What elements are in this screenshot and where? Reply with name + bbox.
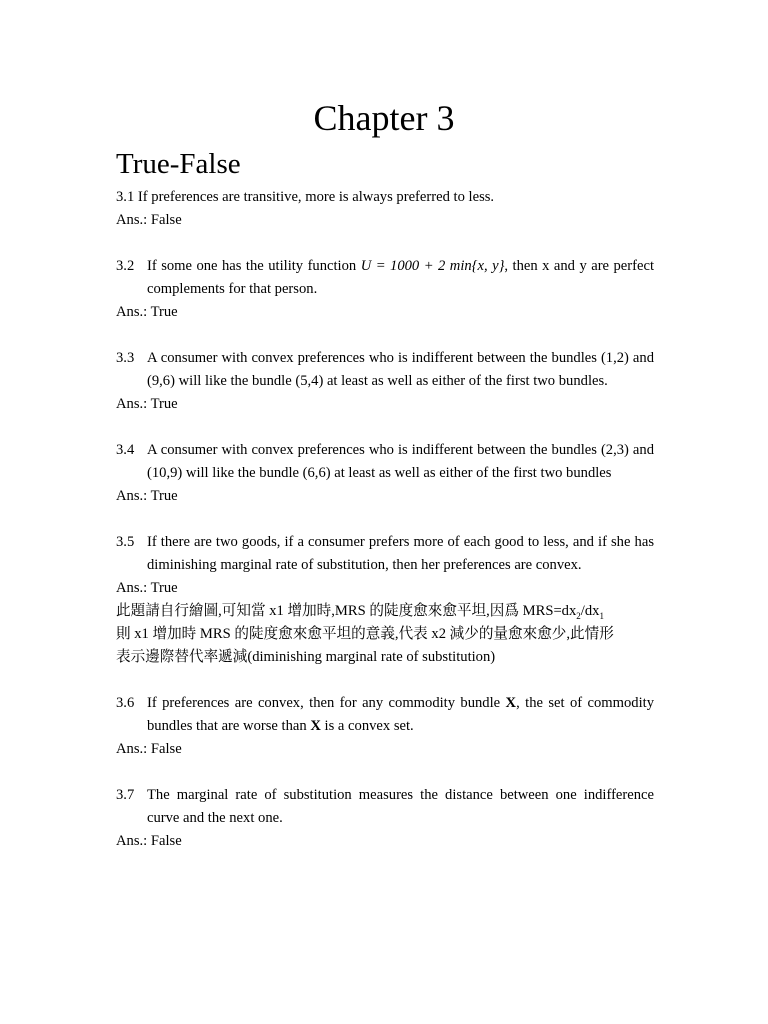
question-statement: The marginal rate of substitution measures the distance between one indifference curve and the next one.	[147, 787, 654, 826]
question-statement: If preferences are transitive, more is always preferred to less.	[137, 189, 495, 205]
question-statement: A consumer with convex preferences who is indifferent between the bundles (1,2) and (9,6) will like the bundle (5,4) at least as well as either of the first two bundles.	[147, 350, 654, 389]
subscript: 1	[599, 610, 604, 621]
question-statement: If some one has the utility function	[147, 258, 357, 274]
answer: Ans.: False	[116, 741, 182, 757]
question-statement: A consumer with convex preferences who is indifferent between the bundles (2,3) and (10,9) will like the bundle (6,6) at least as well as either of the first two bundles	[147, 442, 654, 481]
answer: Ans.: False	[116, 212, 182, 228]
note-line-1	[116, 600, 654, 623]
question-number: 3.3	[116, 350, 135, 366]
question-3-4	[116, 439, 654, 508]
question-3-3	[116, 347, 654, 416]
section-title: True-False	[116, 148, 241, 180]
answer: Ans.: True	[116, 396, 178, 412]
question-text	[116, 692, 654, 738]
question-3-5	[116, 531, 654, 669]
question-list	[116, 186, 654, 876]
question-text	[116, 347, 654, 393]
question-number: 3.1	[116, 189, 135, 205]
note-line-3: 表示邊際替代率遞減(diminishing marginal rate of substitution)	[116, 649, 496, 665]
question-statement-end: is a convex set.	[324, 718, 414, 734]
question-statement-cont: , the set of commodity bundles that are worse than	[147, 695, 654, 734]
question-text	[116, 255, 654, 301]
question-3-7	[116, 784, 654, 853]
question-statement: If there are two goods, if a consumer prefers more of each good to less, and if she has diminishing marginal rate of substitution, then her preferences are convex.	[147, 534, 654, 573]
question-3-2	[116, 255, 654, 324]
note-text: /dx	[580, 603, 600, 619]
question-3-6	[116, 692, 654, 761]
question-number: 3.5	[116, 534, 135, 550]
question-text	[116, 439, 654, 485]
note-text: 此題請自行繪圖,可知當 x1 增加時,MRS 的陡度愈來愈平坦,因爲 MRS=dx	[116, 603, 577, 619]
question-3-1	[116, 186, 654, 232]
question-number: 3.2	[116, 258, 135, 274]
question-text	[116, 784, 654, 830]
answer: Ans.: True	[116, 580, 178, 596]
question-statement: If preferences are convex, then for any commodity bundle	[147, 695, 501, 711]
note-line-2: 則 x1 增加時 MRS 的陡度愈來愈平坦的意義,代表 x2 減少的量愈來愈少,此情形	[116, 626, 614, 642]
explanation-note	[116, 600, 654, 669]
question-number: 3.6	[116, 695, 135, 711]
answer: Ans.: False	[116, 833, 182, 849]
bundle-symbol: X	[310, 718, 321, 734]
answer: Ans.: True	[116, 304, 178, 320]
question-statement-cont: , then x and y are perfect complements for that person.	[147, 258, 655, 297]
bundle-symbol: X	[505, 695, 517, 711]
question-number: 3.4	[116, 442, 135, 458]
question-text	[116, 186, 654, 209]
chapter-title: Chapter 3	[313, 98, 455, 138]
question-number: 3.7	[116, 787, 135, 803]
subscript: 2	[576, 610, 581, 621]
utility-formula: U = 1000 + 2 min{x, y}	[360, 258, 505, 274]
answer: Ans.: True	[116, 488, 178, 504]
question-text	[116, 531, 654, 577]
